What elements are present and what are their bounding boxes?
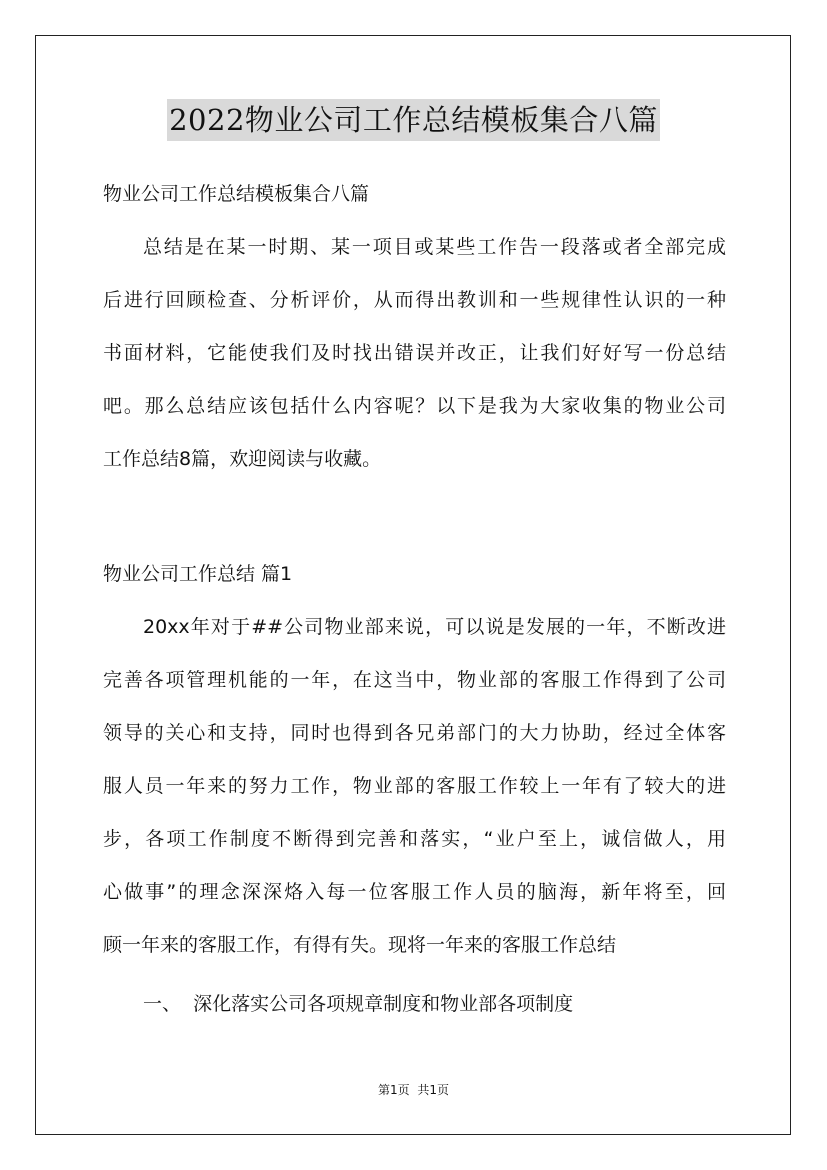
page-number: 第1页 [378,1083,410,1097]
intro-line-1: 总结是在某一时期、某一项目或某些工作告一段落或者全部完成 [143,236,726,258]
section-line-7: 顾一年来的客服工作，有得有失。现将一年来的客服工作总结 [103,934,617,956]
section-line-4: 服人员一年来的努力工作，物业部的客服工作较上一年有了较大的进 [103,775,726,797]
title-container [0,99,827,141]
page-footer [0,1082,827,1098]
page-total: 共1页 [417,1083,449,1097]
section-line-2: 完善各项管理机能的一年，在这当中，物业部的客服工作得到了公司 [103,669,726,691]
document-title: 2022物业公司工作总结模板集合八篇 [167,99,660,141]
section-line-6: 心做事”的理念深深烙入每一位客服工作人员的脑海，新年将至，回 [103,881,726,903]
section-line-1: 20xx年对于##公司物业部来说，可以说是发展的一年，不断改进 [143,616,726,638]
intro-line-3: 书面材料，它能使我们及时找出错误并改正，让我们好好写一份总结 [103,342,726,364]
intro-line-4: 吧。那么总结应该包括什么内容呢？以下是我为大家收集的物业公司 [103,395,726,417]
intro-line-2: 后进行回顾检查、分析评价，从而得出教训和一些规律性认识的一种 [103,289,726,311]
subsection-heading: 一、 深化落实公司各项规章制度和物业部各项制度 [143,993,574,1015]
document-subtitle: 物业公司工作总结模板集合八篇 [103,183,370,205]
intro-line-5: 工作总结8篇，欢迎阅读与收藏。 [103,448,382,470]
section-line-5: 步，各项工作制度不断得到完善和落实，“业户至上，诚信做人，用 [103,828,726,850]
section-line-3: 领导的关心和支持，同时也得到各兄弟部门的大力协助，经过全体客 [103,722,726,744]
section-heading: 物业公司工作总结 篇1 [103,563,293,585]
